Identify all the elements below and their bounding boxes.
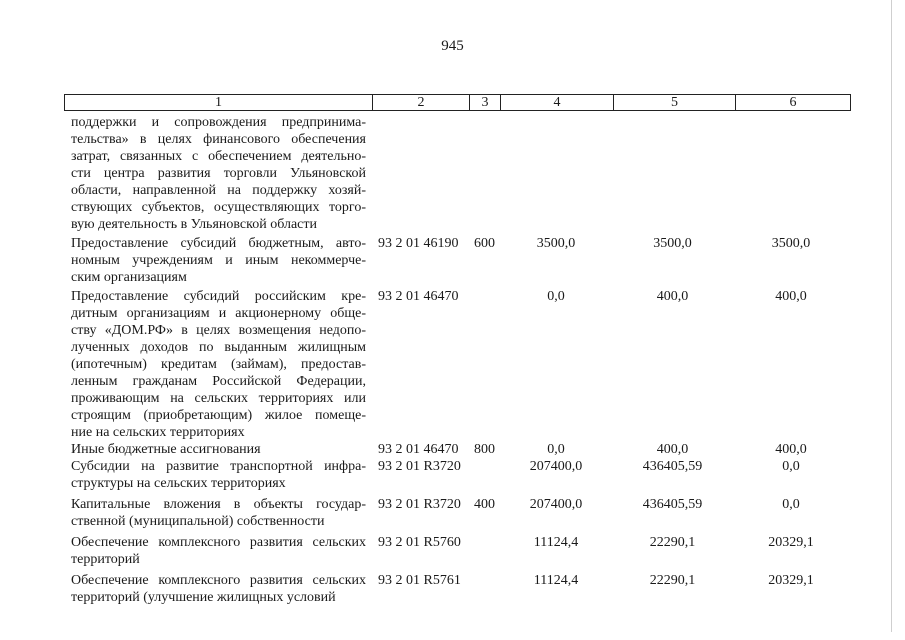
row-name-line: лученных доходов по выданным жилищным (71, 340, 366, 355)
table-row (0, 572, 905, 606)
row-name-line: ственной (муниципальной) собственности (71, 514, 325, 529)
row-name (71, 288, 366, 441)
row-value-6: 400,0 (775, 442, 807, 457)
row-name-line: вую деятельность в Ульяновской области (71, 217, 317, 232)
page-number: 945 (441, 38, 464, 54)
row-code: 93 2 01 R5760 (378, 535, 461, 550)
row-value-5: 22290,1 (649, 573, 696, 588)
row-name-line: ленным гражданам Российской Федерации, (71, 374, 366, 389)
row-value-4: 207400,0 (529, 459, 583, 474)
row-value-6: 400,0 (775, 289, 807, 304)
table-row (0, 441, 905, 458)
row-vr: 600 (474, 236, 495, 251)
row-name (71, 496, 366, 530)
row-vr: 800 (474, 442, 495, 457)
row-name-line: ским организациям (71, 270, 187, 285)
header-col-4: 4 (501, 95, 614, 110)
header-col-3: 3 (470, 95, 501, 110)
header-col-6: 6 (789, 95, 797, 110)
row-name (71, 235, 366, 286)
row-code: 93 2 01 46470 (378, 289, 459, 304)
row-value-6: 0,0 (782, 497, 800, 512)
row-name-line: Обеспечение комплексного развития сельских (71, 573, 366, 588)
header-col-1: 1 (65, 95, 373, 110)
row-vr: 400 (474, 497, 495, 512)
row-name (71, 534, 366, 568)
row-code: 93 2 01 46470 (378, 442, 459, 457)
row-name (71, 458, 366, 492)
row-name-line: Предоставление субсидий российским кре- (71, 289, 366, 304)
row-name-line: структуры на сельских территориях (71, 476, 286, 491)
row-value-4: 207400,0 (529, 497, 583, 512)
row-code: 93 2 01 R3720 (378, 497, 461, 512)
row-name-line: строящим (приобретающим) жилое помеще- (71, 408, 366, 423)
row-value-4: 11124,4 (533, 573, 579, 588)
row-value-6: 20329,1 (768, 535, 814, 550)
row-value-5: 22290,1 (649, 535, 696, 550)
row-name-line: Субсидии на развитие транспортной инфра- (71, 459, 366, 474)
row-value-6: 20329,1 (768, 573, 814, 588)
row-value-5: 400,0 (656, 289, 689, 304)
row-name-line: Иные бюджетные ассигнования (71, 442, 261, 457)
table-row (0, 235, 905, 286)
row-value-4: 0,0 (547, 289, 565, 304)
row-code: 93 2 01 R5761 (378, 573, 461, 588)
row-name-line: территорий (71, 552, 140, 567)
header-col-2: 2 (373, 95, 470, 110)
row-code: 93 2 01 46190 (378, 236, 459, 251)
row-value-4: 0,0 (547, 442, 565, 457)
row-name (71, 572, 366, 606)
row-name-line: Обеспечение комплексного развития сельских (71, 535, 366, 550)
row-value-4: 11124,4 (533, 535, 579, 550)
table-row (0, 288, 905, 441)
table-header (64, 94, 851, 111)
row-value-5: 436405,59 (642, 497, 703, 512)
row-name-line: области, направленной на поддержку хозяй- (71, 183, 366, 198)
row-value-6: 0,0 (782, 459, 800, 474)
row-name-line: территорий (улучшение жилищных условий (71, 590, 336, 605)
row-name (71, 114, 366, 233)
row-value-5: 400,0 (656, 442, 689, 457)
row-code: 93 2 01 R3720 (378, 459, 461, 474)
row-value-6: 3500,0 (771, 236, 811, 251)
header-col-5: 5 (614, 95, 736, 110)
row-name-line: затрат, связанных с обеспечением деятельно- (71, 149, 366, 164)
row-name-line: ству «ДОМ.РФ» в целях возмещения недопо- (71, 323, 366, 338)
table-row (0, 458, 905, 492)
row-name-line: номным учреждениям и иным некоммерче- (71, 253, 366, 268)
table-row (0, 534, 905, 568)
row-name-line: тельства» в целях финансового обеспечения (71, 132, 366, 147)
row-name-line: Капитальные вложения в объекты государ- (71, 497, 366, 512)
table-body (0, 114, 905, 606)
row-name-line: ние на сельских территориях (71, 425, 245, 440)
table-row (0, 496, 905, 530)
row-name-line: сти центра развития торговли Ульяновской (71, 166, 366, 181)
row-name-line: ствующих субъектов, осуществляющих торго- (71, 200, 366, 215)
row-value-5: 3500,0 (653, 236, 692, 251)
row-name-line: проживающим на сельских территориях или (71, 391, 366, 406)
row-name-line: поддержки и сопровождения предпринима- (71, 115, 366, 130)
row-value-4: 3500,0 (536, 236, 576, 251)
row-name-line: Предоставление субсидий бюджетным, авто- (71, 236, 366, 251)
row-name-line: (ипотечным) кредитам (займам), предостав- (71, 357, 366, 372)
page-edge-line (891, 0, 892, 632)
row-value-5: 436405,59 (642, 459, 703, 474)
row-name-line: дитным организациям и акционерному обще- (71, 306, 366, 321)
row-name (71, 441, 366, 458)
table-row (0, 114, 905, 233)
